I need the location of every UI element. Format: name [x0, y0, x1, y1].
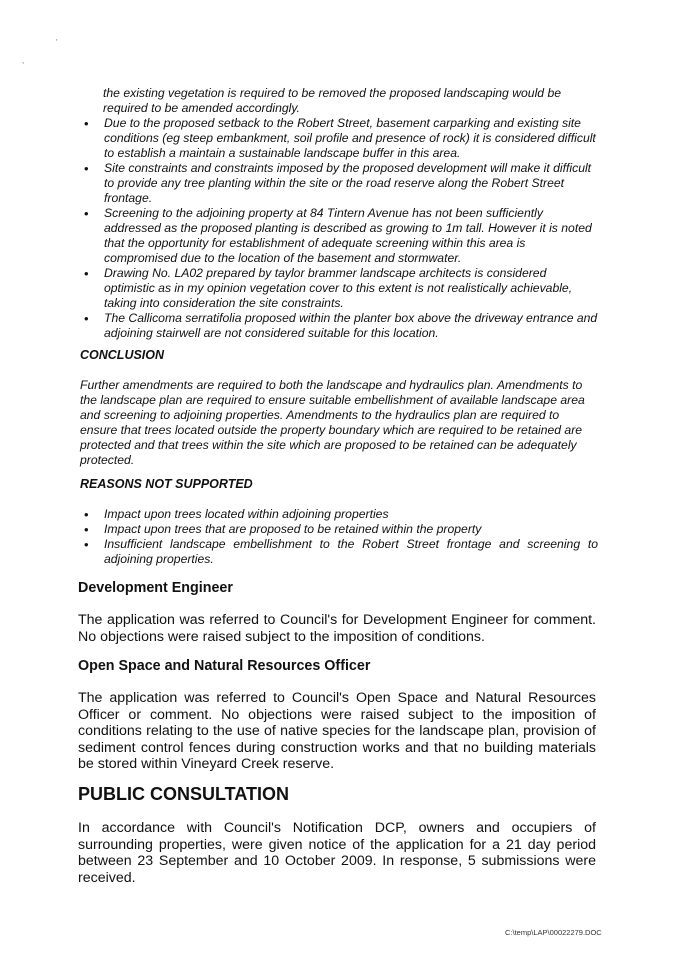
conclusion-heading: CONCLUSION	[80, 348, 165, 362]
list-item: • Drawing No. LA02 prepared by taylor brammer landscape architects is considered optimistic as in my opinion vegetation cover to this extent is not realistically achievable, taking into consideration the site constraints.	[80, 266, 598, 311]
open-space-heading: Open Space and Natural Resources Officer	[78, 658, 371, 674]
list-item: • The Callicoma serratifolia proposed within the planter box above the driveway entrance and adjoining stairwell are not considered suitable for this location.	[80, 311, 598, 341]
development-engineer-heading: Development Engineer	[78, 580, 233, 596]
reasons-list	[80, 507, 598, 567]
list-item: • Screening to the adjoining property at 84 Tintern Avenue has not been sufficiently addressed as the proposed planting is described as growing to 1m tall. However it is noted that the opportunity for establishment of adequate screening within this area is compromised due to the location of the basement and stormwater.	[80, 206, 598, 266]
continuation-text: the existing vegetation is required to be removed the proposed landscaping would be required to be amended accordingly.	[103, 86, 562, 115]
list-item: • Impact upon trees located within adjoining properties	[80, 507, 598, 522]
list-item: • Due to the proposed setback to the Robert Street, basement carparking and existing site conditions (eg steep embankment, soil profile and presence of rock) it is considered difficult to establish a maintain a sustainable landscape buffer in this area.	[80, 116, 598, 161]
list-item: • Site constraints and constraints imposed by the proposed development will make it difficult to provide any tree planting within the site or the road reserve along the Robert Street frontage.	[80, 161, 598, 206]
list-item: • Impact upon trees that are proposed to be retained within the property	[80, 522, 598, 537]
reasons-heading: REASONS NOT SUPPORTED	[80, 477, 253, 491]
public-consultation-text: In accordance with Council's Notification DCP, owners and occupiers of surrounding properties, were given notice of the application for a 21 day period between 23 September and 10 October 2009. In response, 5 submissions were received.	[78, 820, 596, 886]
open-space-text: The application was referred to Council's Open Space and Natural Resources Officer or comment. No objections were raised subject to the imposition of conditions relating to the use of native species for the landscape plan, provision of sediment control fences during construction works and that no building materials be stored within Vineyard Creek reserve.	[78, 690, 596, 772]
conclusion-text: Further amendments are required to both the landscape and hydraulics plan. Amendments to the landscape plan are required to ensure suitable embellishment of available landscape area and screening to adjoining properties. Amendments to the hydraulics plan are required to ensure that trees located outside the property boundary which are required to be retained are protected and that trees within the site which are proposed to be retained can be adequately protected.	[80, 378, 585, 467]
public-consultation-heading: PUBLIC CONSULTATION	[78, 784, 289, 804]
landscape-issues-list	[80, 116, 598, 341]
development-engineer-text: The application was referred to Council's for Development Engineer for comment. No objections were raised subject to the imposition of conditions.	[78, 612, 596, 645]
scan-mark: '	[56, 38, 58, 47]
list-item: • Insufficient landscape embellishment to the Robert Street frontage and screening to adjoining properties.	[80, 537, 598, 567]
scan-mark: ,	[22, 56, 25, 65]
file-path-footer: C:\temp\LAP\00022279.DOC	[505, 928, 602, 937]
